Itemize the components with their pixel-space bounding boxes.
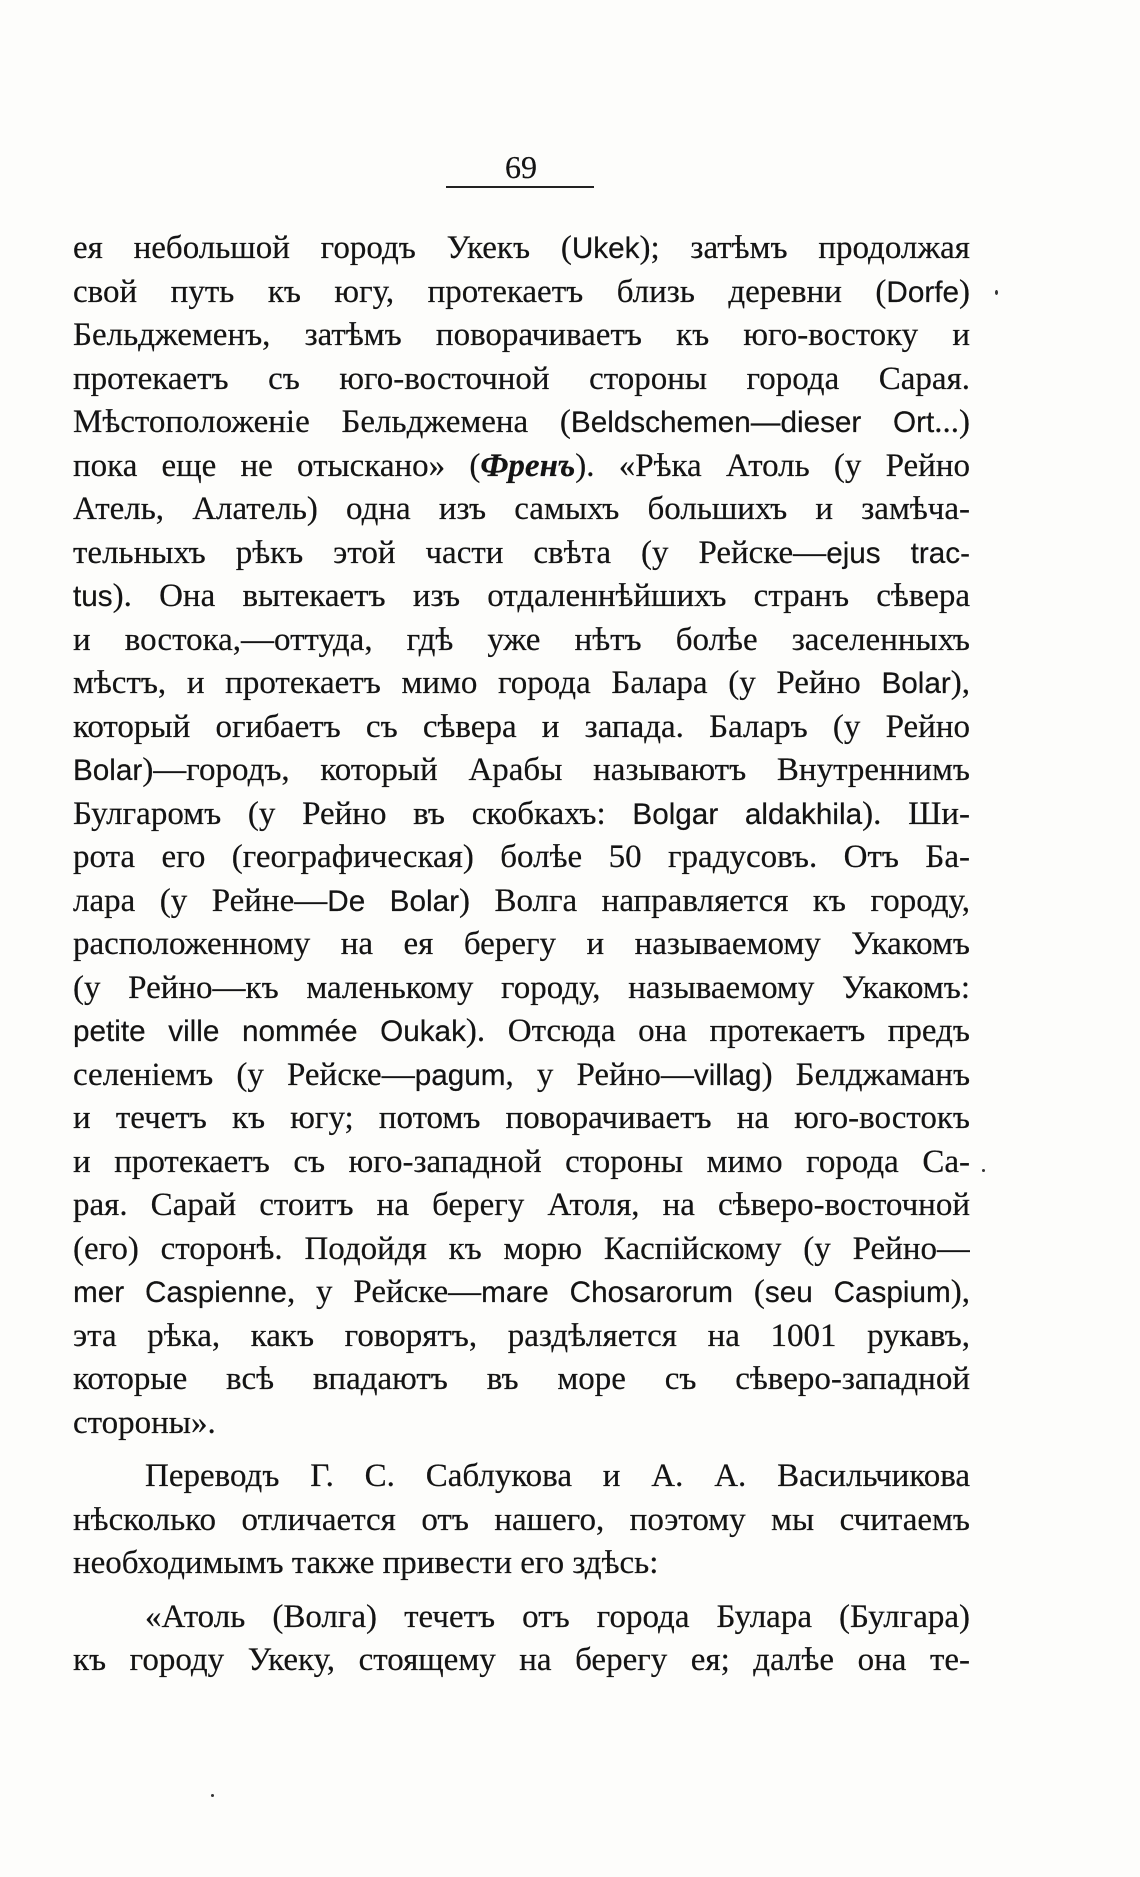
text-run: Бельджеменъ, затѣмъ поворачиваетъ къ юго-востоку и bbox=[73, 317, 970, 353]
text-run: (у Рейно—къ маленькому городу, называемому Укакомъ: bbox=[73, 969, 970, 1006]
text-run: ); затѣмъ продолжая bbox=[639, 230, 970, 266]
text-run: и течетъ къ югу; потомъ поворачиваетъ на юго-востокъ bbox=[73, 1100, 970, 1136]
text-run: Мѣстоположеніе Бельджемена ( bbox=[73, 404, 571, 440]
text-run: къ городу Укеку, стоящему на берегу ея; далѣе она те- bbox=[73, 1642, 970, 1678]
text-run: расположенному на ея берегу и называемому Укакомъ bbox=[73, 926, 970, 962]
text-line bbox=[73, 619, 970, 663]
latin-term: Bolar bbox=[73, 754, 143, 787]
latin-term: Beldschemen—dieser Ort bbox=[570, 406, 935, 439]
text-line bbox=[73, 880, 970, 924]
text-run: селеніемъ (у Рейске— bbox=[73, 1056, 415, 1093]
text-line bbox=[73, 1596, 970, 1640]
text-line bbox=[73, 1402, 970, 1446]
latin-term: pagum bbox=[414, 1058, 506, 1092]
text-run: ), bbox=[950, 665, 970, 701]
text-run: необходимымъ также привести его здѣсь: bbox=[73, 1545, 659, 1581]
text-line bbox=[73, 967, 970, 1011]
text-run: рая. Сарай стоитъ на берегу Атоля, на сѣверо-восточной bbox=[73, 1187, 970, 1223]
text-run: рота его (географическая) болѣе 50 градусовъ. Отъ Ба- bbox=[73, 839, 970, 875]
text-run: и протекаетъ съ юго-западной стороны мимо города Са- bbox=[73, 1143, 970, 1180]
paragraph bbox=[73, 1455, 970, 1586]
text-run: и востока,—оттуда, гдѣ уже нѣтъ болѣе заселенныхъ bbox=[73, 621, 970, 658]
text-run: ея небольшой городъ Укекъ ( bbox=[73, 230, 572, 266]
text-line bbox=[73, 575, 970, 619]
text-line bbox=[73, 1228, 970, 1272]
text-line bbox=[73, 793, 970, 837]
latin-term: petite ville nommée Oukak bbox=[73, 1015, 466, 1048]
text-run: ), bbox=[950, 1274, 970, 1310]
text-line bbox=[73, 1097, 970, 1141]
latin-term: Dorfe bbox=[886, 275, 959, 309]
text-run: нѣсколько отличается отъ нашего, поэтому мы считаемъ bbox=[73, 1501, 970, 1538]
text-run: свой путь къ югу, протекаетъ близь деревни ( bbox=[73, 273, 887, 310]
text-run: пока еще не отыскано» ( bbox=[73, 447, 481, 484]
latin-term: mer Caspienne bbox=[73, 1276, 287, 1309]
text-run: Атель, Алатель) одна изъ самыхъ большихъ и замѣча- bbox=[73, 491, 970, 527]
latin-term: ejus trac- bbox=[826, 536, 970, 570]
text-line bbox=[73, 923, 970, 967]
text-line bbox=[73, 1010, 970, 1054]
text-line bbox=[73, 1499, 970, 1543]
text-run: ) Волга направляется къ городу, bbox=[458, 882, 970, 919]
text-run: ). Она вытекаетъ изъ отдаленнѣйшихъ странъ сѣвера bbox=[112, 578, 970, 614]
text-run: мѣстъ, и протекаетъ мимо города Балара (у Рейно bbox=[73, 665, 882, 701]
text-line bbox=[73, 532, 970, 576]
text-run: ) Белджаманъ bbox=[761, 1056, 970, 1093]
text-run: тельныхъ рѣкъ этой части свѣта (у Рейске— bbox=[73, 534, 827, 571]
text-line bbox=[73, 1054, 970, 1098]
text-run: Булгаромъ (у Рейно въ скобкахъ: bbox=[73, 795, 633, 832]
text-line bbox=[73, 1315, 970, 1359]
text-run: «Атоль (Волга) течетъ отъ города Булара (Булгара) bbox=[145, 1598, 970, 1635]
text-line bbox=[73, 1184, 970, 1228]
latin-term: Ukek bbox=[571, 232, 640, 265]
text-run: лара (у Рейне— bbox=[73, 882, 328, 919]
text-run: ). Ши- bbox=[862, 795, 970, 832]
latin-term: De Bolar bbox=[327, 884, 459, 918]
text-line bbox=[73, 488, 970, 532]
text-run: стороны». bbox=[73, 1404, 216, 1441]
text-line bbox=[73, 271, 970, 315]
text-line bbox=[73, 836, 970, 880]
text-run: Переводъ Г. С. Саблукова и А. А. Васильчикова bbox=[145, 1458, 970, 1494]
author-name-italic: Френъ bbox=[480, 447, 576, 484]
text-run: , у Рейске— bbox=[286, 1274, 482, 1310]
text-run: которые всѣ впадаютъ въ море съ сѣверо-западной bbox=[73, 1361, 970, 1397]
text-line bbox=[73, 749, 970, 793]
latin-term: villag bbox=[693, 1058, 762, 1092]
text-run: ( bbox=[733, 1274, 765, 1310]
text-line bbox=[73, 706, 970, 750]
text-run: ). Отсюда она протекаетъ предъ bbox=[465, 1013, 970, 1049]
text-run: (его) сторонѣ. Подойдя къ морю Каспійскому (у Рейно— bbox=[73, 1230, 970, 1267]
paragraph bbox=[73, 1596, 970, 1683]
text-line bbox=[73, 1455, 970, 1499]
text-line bbox=[73, 401, 970, 445]
scan-speck bbox=[211, 1794, 214, 1797]
text-line bbox=[73, 1271, 970, 1315]
text-run: )—городъ, который Арабы называютъ Внутреннимъ bbox=[142, 752, 970, 788]
latin-term: Bolar bbox=[881, 667, 951, 700]
paragraph bbox=[73, 227, 970, 1445]
text-run: , у Рейно— bbox=[505, 1056, 694, 1093]
text-line bbox=[73, 358, 970, 402]
text-run: протекаетъ съ юго-восточной стороны города Сарая. bbox=[73, 360, 970, 397]
text-run: ) bbox=[959, 273, 970, 310]
text-line bbox=[73, 1141, 970, 1185]
text-line bbox=[73, 314, 970, 358]
text-line bbox=[73, 1542, 970, 1586]
text-run: ). «Рѣка Атоль (у Рейно bbox=[575, 447, 970, 484]
page-number-rule bbox=[446, 186, 594, 188]
latin-term: mare Chosarorum bbox=[481, 1276, 733, 1309]
text-line bbox=[73, 227, 970, 271]
latin-term: Bolgar aldakhila bbox=[632, 797, 863, 831]
text-line bbox=[73, 1358, 970, 1402]
text-line bbox=[73, 662, 970, 706]
text-line bbox=[73, 445, 970, 489]
scan-speck bbox=[982, 1169, 985, 1172]
text-run: эта рѣка, какъ говорятъ, раздѣляется на 1001 рукавъ, bbox=[73, 1317, 970, 1354]
text-line bbox=[73, 1639, 970, 1683]
latin-term: seu Caspium bbox=[764, 1276, 951, 1309]
page-number: 69 bbox=[505, 149, 537, 185]
scan-speck bbox=[995, 290, 998, 295]
text-run: который огибаетъ съ сѣвера и запада. Баларъ (у Рейно bbox=[73, 708, 970, 745]
latin-term: tus bbox=[73, 580, 113, 613]
text-run: ...) bbox=[934, 404, 970, 440]
body-text bbox=[73, 227, 970, 1683]
